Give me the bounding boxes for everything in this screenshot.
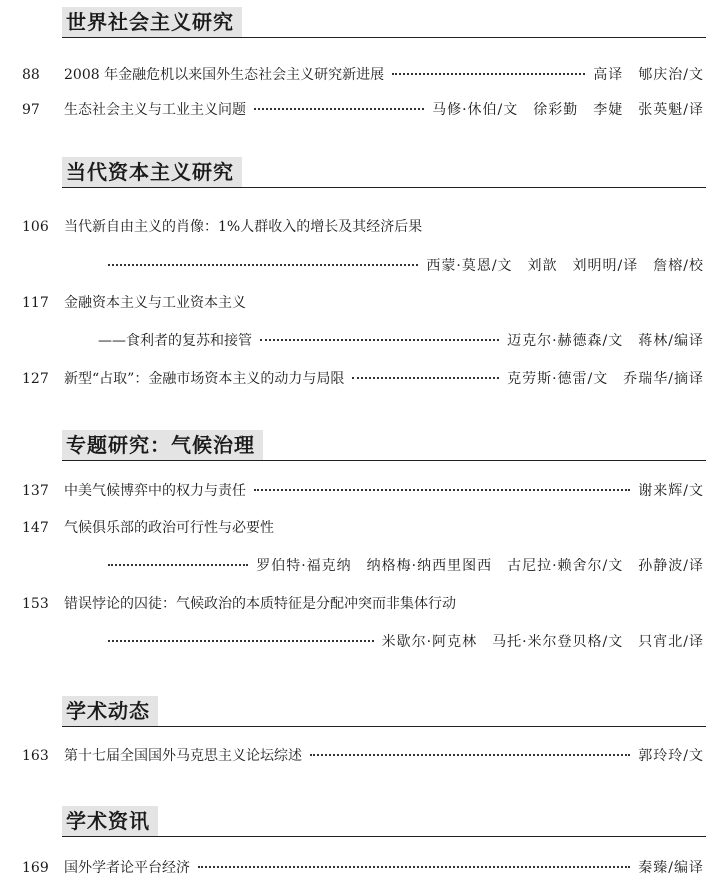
- entry-title: 生态社会主义与工业主义问题: [64, 102, 246, 118]
- entry-line: [64, 856, 704, 880]
- page-number: 147: [22, 520, 49, 536]
- toc-entry[interactable]: [0, 744, 728, 768]
- section-rule: [62, 836, 706, 837]
- entry-authors: 米歇尔·阿克林 马托·米尔登贝格/文 只宵北/译: [381, 634, 704, 650]
- entry-title: 当代新自由主义的肖像：1%人群收入的增长及其经济后果: [64, 219, 423, 235]
- page-number: 137: [22, 483, 49, 499]
- entry-title: 金融资本主义与工业资本主义: [64, 295, 246, 311]
- toc-entry[interactable]: [0, 479, 728, 503]
- entry-subtitle: ——食利者的复苏和接管: [98, 333, 252, 349]
- entry-line: [64, 291, 704, 315]
- section-rule: [62, 187, 706, 188]
- toc-entry[interactable]: [0, 63, 728, 87]
- page-number: 127: [22, 371, 49, 387]
- entry-authors: 西蒙·莫恩/文 刘歆 刘明明/译 詹榕/校: [426, 258, 704, 274]
- toc-entry-continuation: [0, 254, 728, 278]
- toc-entry-continuation: [0, 630, 728, 654]
- dot-leader: [352, 377, 499, 379]
- page-number: 88: [22, 67, 40, 83]
- dot-leader: [254, 489, 630, 491]
- entry-line: [98, 329, 704, 353]
- entry-line: [64, 98, 704, 122]
- dot-leader: [392, 73, 585, 75]
- entry-title: 中美气候博弈中的权力与责任: [64, 483, 246, 499]
- toc-entry-continuation: [0, 329, 728, 353]
- dot-leader: [310, 754, 630, 756]
- page-number: 117: [22, 295, 49, 311]
- entry-line: [64, 367, 704, 391]
- entry-line: [108, 630, 704, 654]
- entry-authors: 高译 郇庆治/文: [593, 67, 704, 83]
- entry-authors: 谢来辉/文: [638, 483, 704, 499]
- dot-leader: [108, 264, 418, 266]
- page-number: 153: [22, 596, 49, 612]
- entry-line: [108, 554, 704, 578]
- entry-authors: 马修·休伯/文 徐彩勤 李婕 张英魁/译: [432, 102, 704, 118]
- entry-title: 第十七届全国国外马克思主义论坛综述: [64, 748, 302, 764]
- toc-entry-continuation: [0, 554, 728, 578]
- entry-line: [64, 516, 704, 540]
- entry-authors: 克劳斯·德雷/文 乔瑞华/摘译: [507, 371, 704, 387]
- page-number: 169: [22, 860, 49, 876]
- page-number: 106: [22, 219, 49, 235]
- entry-authors: 郭玲玲/文: [638, 748, 704, 764]
- toc-entry[interactable]: [0, 98, 728, 122]
- entry-line: [64, 592, 704, 616]
- entry-title: 2008 年金融危机以来国外生态社会主义研究新进展: [64, 67, 385, 83]
- dot-leader: [108, 640, 374, 642]
- entry-authors: 秦臻/编译: [638, 860, 704, 876]
- toc-entry[interactable]: [0, 856, 728, 880]
- toc-entry[interactable]: [0, 367, 728, 391]
- section-rule: [62, 460, 706, 461]
- entry-line: [64, 744, 704, 768]
- entry-title: 气候俱乐部的政治可行性与必要性: [64, 520, 274, 536]
- section-rule: [62, 726, 706, 727]
- section-title: 当代资本主义研究: [62, 157, 242, 188]
- section-title: 学术动态: [62, 696, 158, 727]
- toc-entry[interactable]: [0, 592, 728, 616]
- entry-line: [64, 479, 704, 503]
- dot-leader: [108, 564, 248, 566]
- entry-title: 国外学者论平台经济: [64, 860, 190, 876]
- entry-line: [64, 215, 704, 239]
- entry-authors: 迈克尔·赫德森/文 蒋林/编译: [507, 333, 704, 349]
- page-number: 163: [22, 748, 49, 764]
- section-title: 专题研究：气候治理: [62, 430, 263, 461]
- entry-authors: 罗伯特·福克纳 纳格梅·纳西里图西 古尼拉·赖舍尔/文 孙静波/译: [256, 558, 704, 574]
- dot-leader: [254, 108, 424, 110]
- page-number: 97: [22, 102, 40, 118]
- section-title: 学术资讯: [62, 806, 158, 837]
- entry-title: 错误悖论的囚徒：气候政治的本质特征是分配冲突而非集体行动: [64, 596, 456, 612]
- entry-title: 新型“占取”：金融市场资本主义的动力与局限: [64, 371, 345, 387]
- toc-entry[interactable]: [0, 516, 728, 540]
- entry-line: [64, 63, 704, 87]
- dot-leader: [198, 866, 630, 868]
- section-title: 世界社会主义研究: [62, 7, 242, 38]
- toc-entry[interactable]: [0, 291, 728, 315]
- toc-entry[interactable]: [0, 215, 728, 239]
- entry-line: [108, 254, 704, 278]
- dot-leader: [260, 339, 499, 341]
- section-rule: [62, 37, 706, 38]
